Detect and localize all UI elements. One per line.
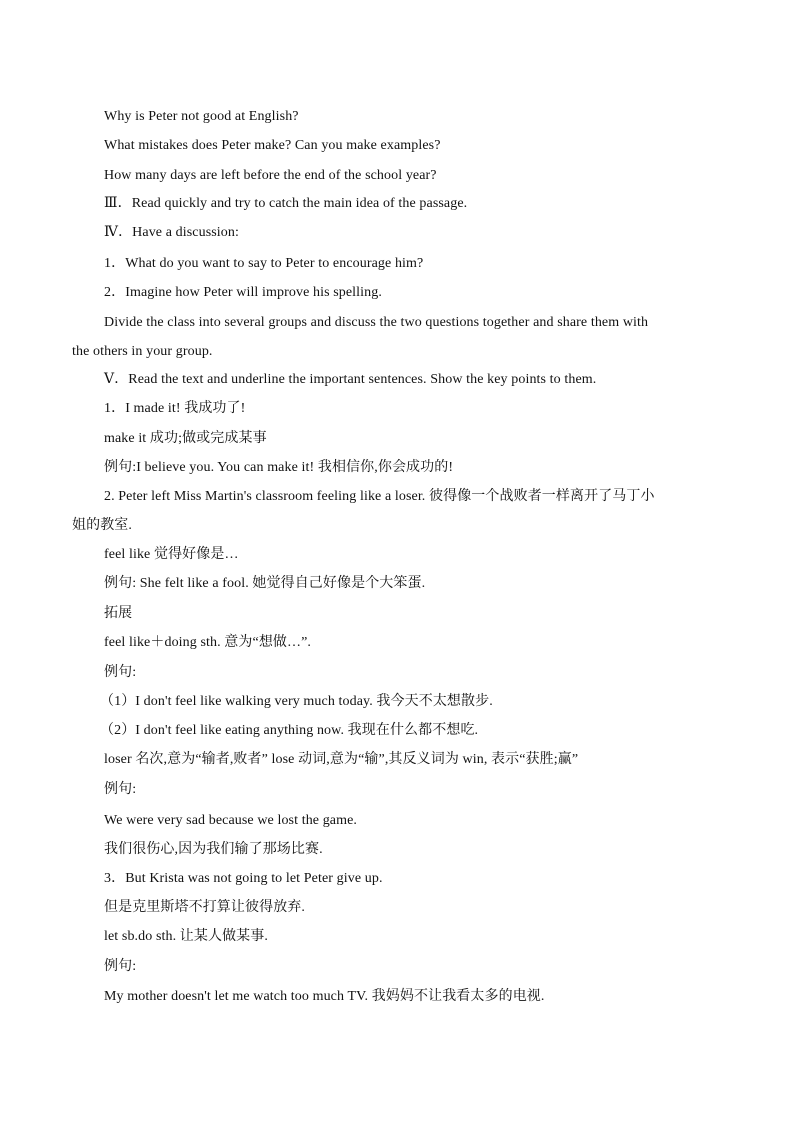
example-label: 例句: [104,959,137,974]
explanation-line: let sb.do sth. 让某人做某事. [104,929,268,944]
example-label: 例句: [104,665,137,680]
example-line: 例句:I believe you. You can make it! 我相信你,你会成功的! [104,460,454,475]
key-point: 3．But Krista was not going to let Peter give up. [104,871,383,886]
discussion-item: 1．What do you want to say to Peter to encourage him? [104,256,424,271]
translation-line: 我们很伤心,因为我们输了那场比赛. [104,842,323,857]
key-point: 1．I made it! 我成功了! [104,401,246,416]
example-line: 例句: She felt like a fool. 她觉得自己好像是个大笨蛋. [104,576,426,591]
explanation-line: feel like 觉得好像是… [104,547,239,562]
question-line: How many days are left before the end of the school year? [104,168,437,183]
discussion-item: 2．Imagine how Peter will improve his spelling. [104,285,382,300]
key-point-continued: 姐的教室. [72,518,132,533]
question-line: What mistakes does Peter make? Can you make examples? [104,138,441,153]
section-heading: Ⅴ．Read the text and underline the important sentences. Show the key points to them. [104,372,597,387]
question-line: Why is Peter not good at English? [104,109,299,124]
subheading: 拓展 [104,606,133,621]
example-label: 例句: [104,782,137,797]
explanation-line: make it 成功;做或完成某事 [104,431,267,446]
explanation-line: feel like＋doing sth. 意为“想做…”. [104,635,312,650]
paragraph-line: Divide the class into several groups and discuss the two questions together and share them with [104,315,649,330]
translation-line: 但是克里斯塔不打算让彼得放弃. [104,900,305,915]
example-line: We were very sad because we lost the game. [104,813,358,828]
example-line: （2）I don't feel like eating anything now. 我现在什么都不想吃. [100,723,479,738]
section-heading: Ⅳ．Have a discussion: [104,225,239,240]
example-line: （1）I don't feel like walking very much today. 我今天不太想散步. [100,694,493,709]
section-heading: Ⅲ．Read quickly and try to catch the main idea of the passage. [104,196,468,211]
paragraph-line: the others in your group. [72,344,213,359]
explanation-line: loser 名次,意为“输者,败者” lose 动词,意为“输”,其反义词为 win, 表示“获胜;赢” [104,752,579,767]
key-point: 2. Peter left Miss Martin's classroom feeling like a loser. 彼得像一个战败者一样离开了马丁小 [104,489,655,504]
example-line: My mother doesn't let me watch too much TV. 我妈妈不让我看太多的电视. [104,989,545,1004]
